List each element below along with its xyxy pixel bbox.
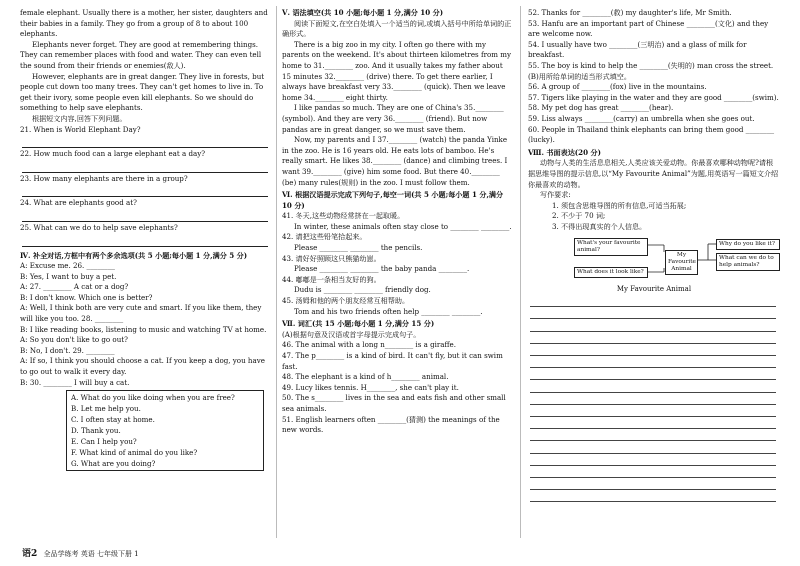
writing-line[interactable] [530, 344, 776, 356]
writing-line[interactable] [530, 380, 776, 392]
option: F. What kind of animal do you like? [71, 448, 198, 458]
question: 23. How many elephants are there in a group? [20, 173, 188, 183]
vocab-item: 47. The p________ is a kind of bird. It can't fly, but it can swim fast. [282, 351, 503, 371]
writing-line[interactable] [530, 332, 776, 344]
mindmap-node: What's your favourite animal? [574, 238, 648, 256]
section-instruction: 阅读下面短文,在空白处填入一个适当的词,或填入括号中所给单词的正确形式。 [282, 18, 512, 39]
writing-area[interactable] [528, 295, 780, 502]
section-title: Ⅴ. 语法填空(共 10 小题;每小题 1 分,满分 10 分) [282, 8, 444, 17]
vocab-item: 57. Tigers like playing in the water and they are good ________(swim). [528, 92, 779, 102]
writing-line[interactable] [530, 307, 776, 319]
reading-instruction: 根据短文内容,回答下列问题。 [32, 113, 127, 123]
essay-title: My Favourite Animal [616, 285, 692, 294]
dialogue-line: A: Excuse me. 26. ________ [20, 261, 115, 271]
requirement: 3. 不得出现真实的个人信息。 [552, 221, 647, 231]
option: B. Let me help you. [71, 404, 141, 414]
mindmap-node: What does it look like? [574, 267, 648, 278]
passage-paragraph: Elephants never forget. They are good at remembering things. They can remember places with food and water. They can even tell the sound from their friends or enemies(敌人). [20, 39, 262, 70]
item-english: Please ________ ________ the baby panda ________. [294, 264, 470, 274]
writing-line[interactable] [530, 295, 776, 307]
passage-line: female elephant. Usually there is a mother, her sister, daughters and [20, 8, 268, 17]
writing-line[interactable] [530, 478, 776, 490]
mindmap-node: What can we do to help animals? [716, 253, 780, 271]
writing-line[interactable] [530, 454, 776, 466]
dialogue-line: B: I don't know. Which one is better? [20, 292, 153, 302]
vocab-item: 53. Hanfu are an important part of Chinese ________(文化) and they are welcome now. [528, 18, 769, 39]
item-chinese: 41. 冬天,这些动物经常挤在一起取暖。 [282, 211, 405, 221]
section-instruction: (A)根据句意及汉语或首字母提示完成句子。 [282, 329, 421, 339]
dialogue-line: B: Yes, I want to buy a pet. [20, 271, 117, 281]
writing-line[interactable] [530, 393, 776, 405]
requirement: 2. 不少于 70 词; [552, 211, 606, 221]
option: G. What are you doing? [71, 459, 156, 469]
option: E. Can I help you? [71, 437, 137, 447]
writing-line[interactable] [530, 368, 776, 380]
passage-line: elephants. [20, 29, 58, 39]
dialogue-line: A: Well, I think both are very cute and smart. If you like them, they will like you too. 28. ________ [20, 303, 262, 324]
column-right [528, 8, 780, 502]
dialogue-line: B: No, I don't. 29. ________ [20, 345, 115, 355]
item-english: Tom and his two friends often help ________ ________. [294, 306, 483, 316]
writing-line[interactable] [530, 466, 776, 478]
question: 22. How much food can a large elephant eat a day? [20, 149, 206, 159]
vocab-item: 48. The elephant is a kind of h________ animal. [282, 372, 449, 382]
answer-line[interactable] [22, 209, 268, 222]
options-box [66, 390, 264, 471]
footer-text: 全品学练考 英语 七年级下册 1 [43, 550, 139, 558]
dialogue-line: A: If so, I think you should choose a cat. If you keep a dog, you have to go out to walk it every day. [20, 356, 265, 377]
writing-line[interactable] [530, 417, 776, 429]
section-title: Ⅵ. 根据汉语提示完成下列句子,每空一词(共 5 小题;每小题 1 分,满分 10 分) [282, 190, 504, 210]
vocab-item: 49. Lucy likes tennis. H________, she can't play it. [282, 382, 459, 392]
section-title: Ⅳ. 补全对话,方框中有两个多余选项(共 5 小题;每小题 1 分,满分 5 分) [20, 250, 248, 260]
writing-line[interactable] [530, 356, 776, 368]
passage-paragraph: Now, my parents and I 37.________ (watch) the panda Yinke in the zoo. He is 16 years old. He eats lots of bamboo. He's really smart. He likes 38.________ (dance) and climbing trees. I want 39.________ (give) him some food. But there 40.________ (be) many rules(规则) in the zoo. I must follow them. [282, 135, 508, 187]
page-footer [22, 546, 139, 559]
requirements-title: 写作要求: [540, 190, 571, 200]
requirement: 1. 须包含思维导图的所有信息,可适当拓展; [552, 200, 687, 210]
passage-paragraph: There is a big zoo in my city. I often go there with my parents on the weekend. It's about thirteen kilometres from my home to 31.________ zoo. And it usually takes my father about 15 minutes 32.________ (drive) there. To get there earlier, I always have breakfast very 33.________ (quick). Then we leave home 34.________ eight thirty. [282, 39, 511, 102]
option: C. I often stay at home. [71, 415, 155, 425]
question: 25. What can we do to help save elephants? [20, 222, 178, 232]
answer-line[interactable] [22, 184, 268, 197]
column-divider [276, 6, 277, 538]
publisher-logo: 语2 [22, 549, 38, 559]
vocab-item: 58. My pet dog has great ________(hear). [528, 103, 674, 113]
writing-line[interactable] [530, 429, 776, 441]
vocab-item: 50. The s________ lives in the sea and eats fish and other small sea animals. [282, 393, 506, 413]
section-title: Ⅷ. 书面表达(20 分) [528, 147, 601, 157]
item-chinese: 44. 嘟嘟是一条相当友好的狗。 [282, 274, 381, 284]
writing-line[interactable] [530, 405, 776, 417]
column-divider [520, 6, 521, 538]
item-english: Please ________ ________ the pencils. [294, 243, 423, 253]
vocab-item: 55. The boy is kind to help the ________(失明的) man cross the street. [528, 60, 774, 70]
dialogue-line: A: So you don't like to go out? [20, 335, 128, 345]
answer-line[interactable] [22, 234, 268, 247]
vocab-item: 51. English learners often ________(猜测) the meanings of the new words. [282, 414, 500, 435]
vocab-item: 60. People in Thailand think elephants can bring them good ________ (lucky). [528, 124, 775, 145]
question: 24. What are elephants good at? [20, 198, 137, 208]
writing-line[interactable] [530, 441, 776, 453]
section-instruction: (B)用所给单词的适当形式填空。 [528, 71, 631, 81]
dialogue-line: B: 30. ________ I will buy a cat. [20, 377, 130, 387]
column-left [20, 8, 270, 471]
item-chinese: 43. 请好好照顾这只熊猫幼崽。 [282, 253, 381, 263]
vocab-item: 56. A group of ________(fox) live in the mountains. [528, 82, 707, 92]
vocab-item: 52. Thanks for ________(救) my daughter's life, Mr Smith. [528, 8, 732, 17]
item-chinese: 45. 汤姆和他的两个朋友经常互相帮助。 [282, 296, 410, 306]
option: D. Thank you. [71, 426, 121, 436]
answer-line[interactable] [22, 160, 268, 173]
passage-paragraph: However, elephants are in great danger. They live in forests, but people cut down too many trees. They can't get homes to live in. To get their ivory, some people even kill elephants. So we should do something to help save elephants. [20, 71, 265, 113]
dialogue-line: B: I like reading books, listening to music and watching TV at home. [20, 324, 267, 334]
item-chinese: 42. 请把这些铅笔拾起来。 [282, 232, 367, 242]
item-english: In winter, these animals often stay close to ________ ________. [294, 221, 512, 231]
vocab-item: 59. Liss always ________(carry) an umbrella when she goes out. [528, 113, 755, 123]
dialogue-line: A: 27. ________ A cat or a dog? [20, 282, 129, 292]
question: 21. When is World Elephant Day? [20, 124, 141, 134]
vocab-item: 46. The animal with a long n________ is a giraffe. [282, 340, 457, 350]
mindmap-center: My Favourite Animal [665, 250, 698, 275]
option: A. What do you like doing when you are free? [71, 393, 235, 403]
mind-map [528, 236, 780, 282]
writing-line[interactable] [530, 319, 776, 331]
answer-line[interactable] [22, 135, 268, 148]
section-title: Ⅶ. 词汇(共 15 小题;每小题 1 分,满分 15 分) [282, 319, 435, 329]
column-middle [282, 8, 512, 436]
mindmap-node: Why do you like it? [716, 239, 780, 250]
writing-prompt: 动物与人类的生活息息相关,人类应该关爱动物。你最喜欢哪种动物呢?请根据思维导图的提示信息,以“My Favourite Animal”为题,用英语写一篇短文介绍你最喜欢的动物。 [528, 158, 779, 189]
vocab-item: 54. I usually have two ________(三明治) and a glass of milk for breakfast. [528, 39, 747, 60]
item-english: Dudu is ________ ________ friendly dog. [294, 285, 431, 295]
passage-paragraph: I like pandas so much. They are one of China's 35.________ (symbol). And they are very 36.________ (friend). But now pandas are in great danger, so we must save them. [282, 103, 504, 134]
passage-line: their babies in a family. They go from a group of 8 to about 100 [20, 18, 249, 28]
writing-line[interactable] [530, 490, 776, 502]
